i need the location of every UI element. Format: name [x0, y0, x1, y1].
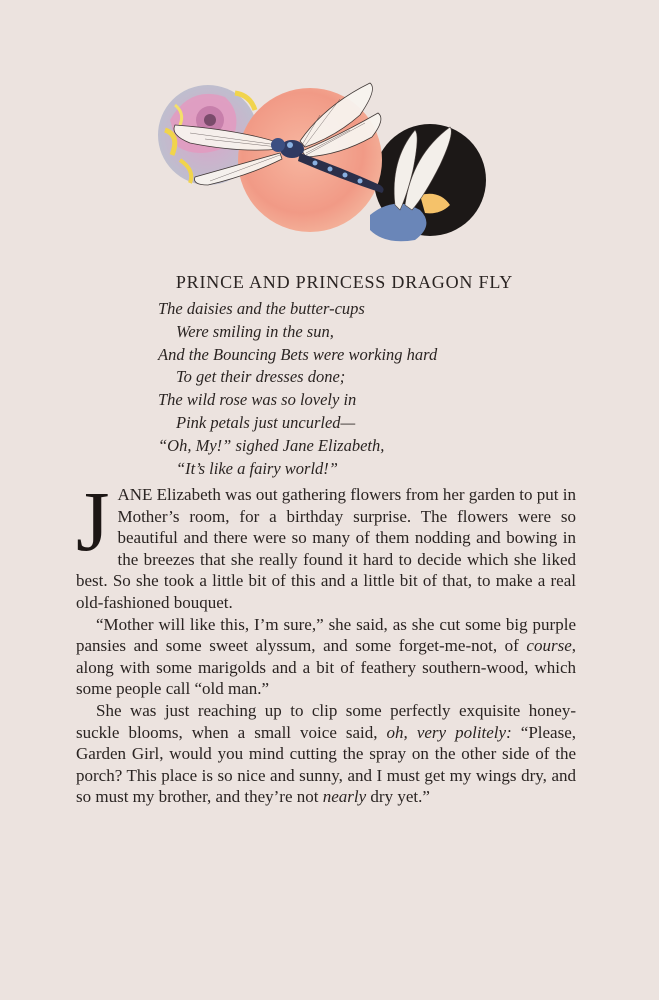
story-text [76, 473, 576, 808]
poem [158, 298, 558, 480]
poem-line: The wild rose was so lovely in [158, 390, 357, 410]
paragraph [76, 614, 576, 700]
poem-line: The daisies and the butter-cups [158, 299, 365, 318]
paragraph-text: ANE Elizabeth was out gathering flowers from her garden to put in Mother’s room, for a birthday surprise. The flowers were so beautiful and there were so many of them nodding and bowing in the breezes that she really found it hard to decide which she liked best. So she took a little bit of this and a little bit of that, to make a real old-fashioned bouquet. [76, 485, 576, 612]
paragraph-text: She was just reaching up to clip some perfectly exquisite honey-suckle blooms, when a small voice said, [76, 700, 576, 742]
paragraph-text: “Mother will like this, I’m sure,” she said, as she cut some big purple pansies and some sweet alyssum, and some forget-me-not, of [76, 614, 576, 656]
paragraph [76, 473, 576, 614]
poem-line: “Oh, My!” sighed Jane Elizabeth, [158, 435, 385, 455]
paragraph-text: , along with some marigolds and a bit of feathery southern-wood, which some people call “old man.” [76, 636, 576, 699]
emphasis: nearly [322, 787, 367, 807]
dragonfly-illustration [150, 75, 490, 250]
emphasis: oh, very politely: [386, 722, 512, 742]
poem-line: “It’s like a fairy world!” [176, 458, 338, 478]
chapter-title: PRINCE AND PRINCESS DRAGON FLY [175, 272, 514, 292]
paragraph [76, 700, 576, 808]
dark-circle [370, 124, 486, 241]
paragraph-text: dry yet.” [366, 787, 430, 807]
poem-line: To get their dresses done; [176, 367, 346, 387]
poem-line: Were smiling in the sun, [176, 321, 334, 341]
drop-cap: J [76, 473, 110, 569]
paragraph-text: “Please, Garden Girl, would you mind cutting the spray on the other side of the porch? This place is so nice and sunny, and I must get my wings dry, and so must my brother, and they’re not [76, 722, 576, 807]
poem-line: And the Bouncing Bets were working hard [158, 344, 438, 364]
emphasis: course [526, 636, 572, 656]
poem-line: Pink petals just uncurled— [176, 412, 356, 432]
